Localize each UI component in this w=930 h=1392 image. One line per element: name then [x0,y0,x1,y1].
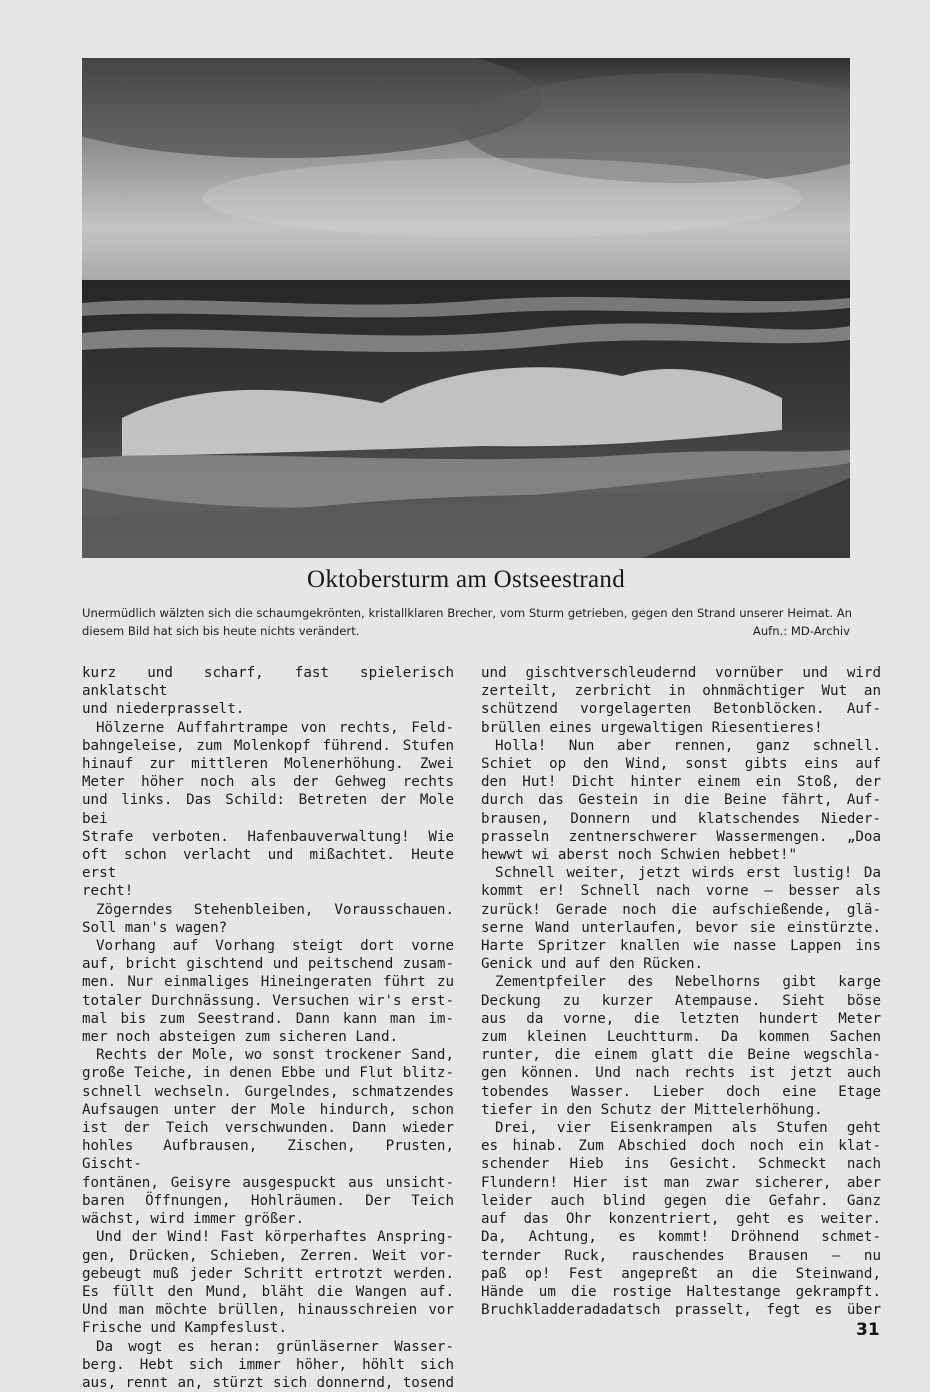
text-line: große Teiche, in denen Ebbe und Flut blitz- [82,1065,454,1082]
text-line: und gischtverschleudernd vornüber und wird [481,665,881,681]
text-line: Es füllt den Mund, bläht die Wangen auf. [82,1283,454,1300]
text-line: hewwt wi aberst noch Schwien hebbet!" [481,847,798,864]
text-line: Flundern! Hier ist man zwar sicherer, aber [481,1174,881,1191]
text-line: und niederprasselt. [82,701,245,718]
text-line: Aufsaugen unter der Mole hindurch, schon [82,1101,454,1118]
text-line: gen, Drücken, Schieben, Zerren. Weit vor- [82,1247,454,1264]
text-line: bahngeleise, zum Molenkopf führend. Stufen [82,737,454,754]
sea-storm-photo [82,58,850,558]
text-line: paß op! Fest angepreßt an die Steinwand, [481,1265,881,1282]
text-line: Deckung zu kurzer Atempause. Sieht böse [481,992,881,1009]
text-line: schender Hieb ins Gesicht. Schmeckt nach [481,1156,881,1173]
text-line: auf, bricht gischtend und peitschend zusam- [82,956,454,973]
text-line: Holla! Nun aber rennen, ganz schnell. [495,737,881,754]
text-line: leider auch blind gegen die Gefahr. Ganz [481,1192,881,1209]
text-line: es hinab. Zum Abschied doch noch ein klat- [481,1138,881,1155]
text-line: Drei, vier Eisenkrampen als Stufen geht [495,1120,881,1137]
text-line: gebeugt muß jeder Schritt ertrotzt werden. [82,1265,454,1282]
text-line: Zögerndes Stehenbleiben, Vorausschauen. [96,901,454,918]
article-column-right [481,664,881,1319]
text-line: und links. Das Schild: Betreten der Mole bei [82,792,454,827]
text-line: ternder Ruck, rauschendes Brausen — nu [481,1247,881,1264]
text-line: Hölzerne Auffahrtrampe von rechts, Feld- [96,719,454,736]
text-line: zerteilt, zerbricht in ohnmächtiger Wut an [481,683,881,700]
text-line: Schnell weiter, jetzt wirds erst lustig! Da [495,865,881,882]
text-line: Meter höher noch als der Gehweg rechts [82,774,454,791]
text-line: oft schon verlacht und mißachtet. Heute erst [82,847,454,882]
text-line: runter, die einem glatt die Beine wegschla- [481,1047,881,1064]
text-line: Und man möchte brüllen, hinausschreien vor [82,1302,454,1319]
text-line: Hände um die rostige Haltestange gekrampft. [481,1283,881,1300]
text-line: kurz und scharf, fast spielerisch anklatscht [82,665,454,700]
text-line: Strafe verboten. Hafenbauverwaltung! Wie [82,828,454,845]
text-line: Schiet op den Wind, sonst gibts eins auf [481,756,881,773]
text-line: totaler Durchnässung. Versuchen wir's erst- [82,992,454,1009]
sea-storm-image [82,58,850,558]
text-line: Harte Spritzer knallen wie nasse Lappen ins [481,938,881,955]
text-line: Genick und auf den Rücken. [481,956,704,973]
page-number: 31 [856,1320,880,1340]
text-line: serne Wand unterlaufen, bevor sie einstürzte. [481,919,881,936]
text-line: Und der Wind! Fast körperhaftes Anspring- [96,1229,454,1246]
text-line: zurück! Gerade noch die aufschießende, glä- [481,901,881,918]
text-line: den Hut! Dicht hinter einem ein Stoß, der [481,774,881,791]
text-line: aus da vorne, die letzten hundert Meter [481,1010,881,1027]
text-line: gen können. Und nach rechts ist jetzt auch [481,1065,881,1082]
text-line: Rechts der Mole, wo sonst trockener Sand, [96,1047,454,1064]
text-line: zum kleinen Leuchtturm. Da kommen Sachen [481,1029,881,1046]
text-line: brausen, Donnern und klatschendes Nieder- [481,810,881,827]
text-line: men. Nur einmaliges Hineingeraten führt zu [82,974,454,991]
text-line: Bruchkladderadadatsch prasselt, fegt es über [481,1302,881,1319]
text-line: Vorhang auf Vorhang steigt dort vorne [96,938,454,955]
text-line: schützend vorgelagerten Betonblöcken. Auf- [481,701,881,718]
text-line: Soll man's wagen? [82,919,228,936]
text-line: fontänen, Geisyre ausgespuckt aus unsicht- [82,1174,454,1191]
photo-caption-title: Oktobersturm am Ostseestrand [306,566,626,593]
text-line: aus, rennt an, stürzt sich donnernd, tosend [82,1374,454,1391]
text-line: auf das Ohr konzentriert, geht es weiter. [481,1211,881,1228]
text-line: baren Öffnungen, Hohlräumen. Der Teich [82,1192,454,1209]
text-line: prasseln zentnerschwerer Wassermengen. „Doa [481,828,881,845]
photo-credit: Aufn.: MD-Archiv [752,624,850,638]
photo-caption-text: Unermüdlich wälzten sich die schaumgekrönten, kristallklaren Brecher, vom Sturm getrieben, gegen den Strand unserer Heimat. An diesem Bild hat sich bis heute nichts verändert. [82,606,852,638]
text-line: tobendes Wasser. Lieber doch eine Etage [481,1083,881,1100]
text-line: berg. Hebt sich immer höher, höhlt sich [82,1356,454,1373]
article-column-left [82,664,454,1392]
text-line: schnell wechseln. Gurgelndes, schmatzendes [82,1083,454,1100]
text-line: hohles Aufbrausen, Zischen, Prusten, Gischt- [82,1138,454,1173]
text-line: wächst, wird immer größer. [82,1211,305,1228]
text-line: Frische und Kampfeslust. [82,1320,287,1337]
text-line: Da, Achtung, es kommt! Dröhnend schmet- [481,1229,881,1246]
text-line: mal bis zum Seestrand. Dann kann man im- [82,1010,454,1027]
text-line: kommt er! Schnell nach vorne — besser als [481,883,881,900]
text-line: tiefer in den Schutz der Mittelerhöhung. [481,1101,823,1118]
text-line: mer noch absteigen zum sicheren Land. [82,1029,399,1046]
text-line: recht! [82,883,134,900]
text-line: hinauf zur mittleren Molenerhöhung. Zwei [82,756,454,773]
text-line: Zementpfeiler des Nebelhorns gibt karge [495,974,881,991]
text-line: ist der Teich verschwunden. Dann wieder [82,1120,454,1137]
text-line: Da wogt es heran: grünläserner Wasser- [96,1338,454,1355]
text-line: durch das Gestein in die Beine fährt, Auf- [481,792,881,809]
text-line: brüllen eines urgewaltigen Riesentieres! [481,719,823,736]
